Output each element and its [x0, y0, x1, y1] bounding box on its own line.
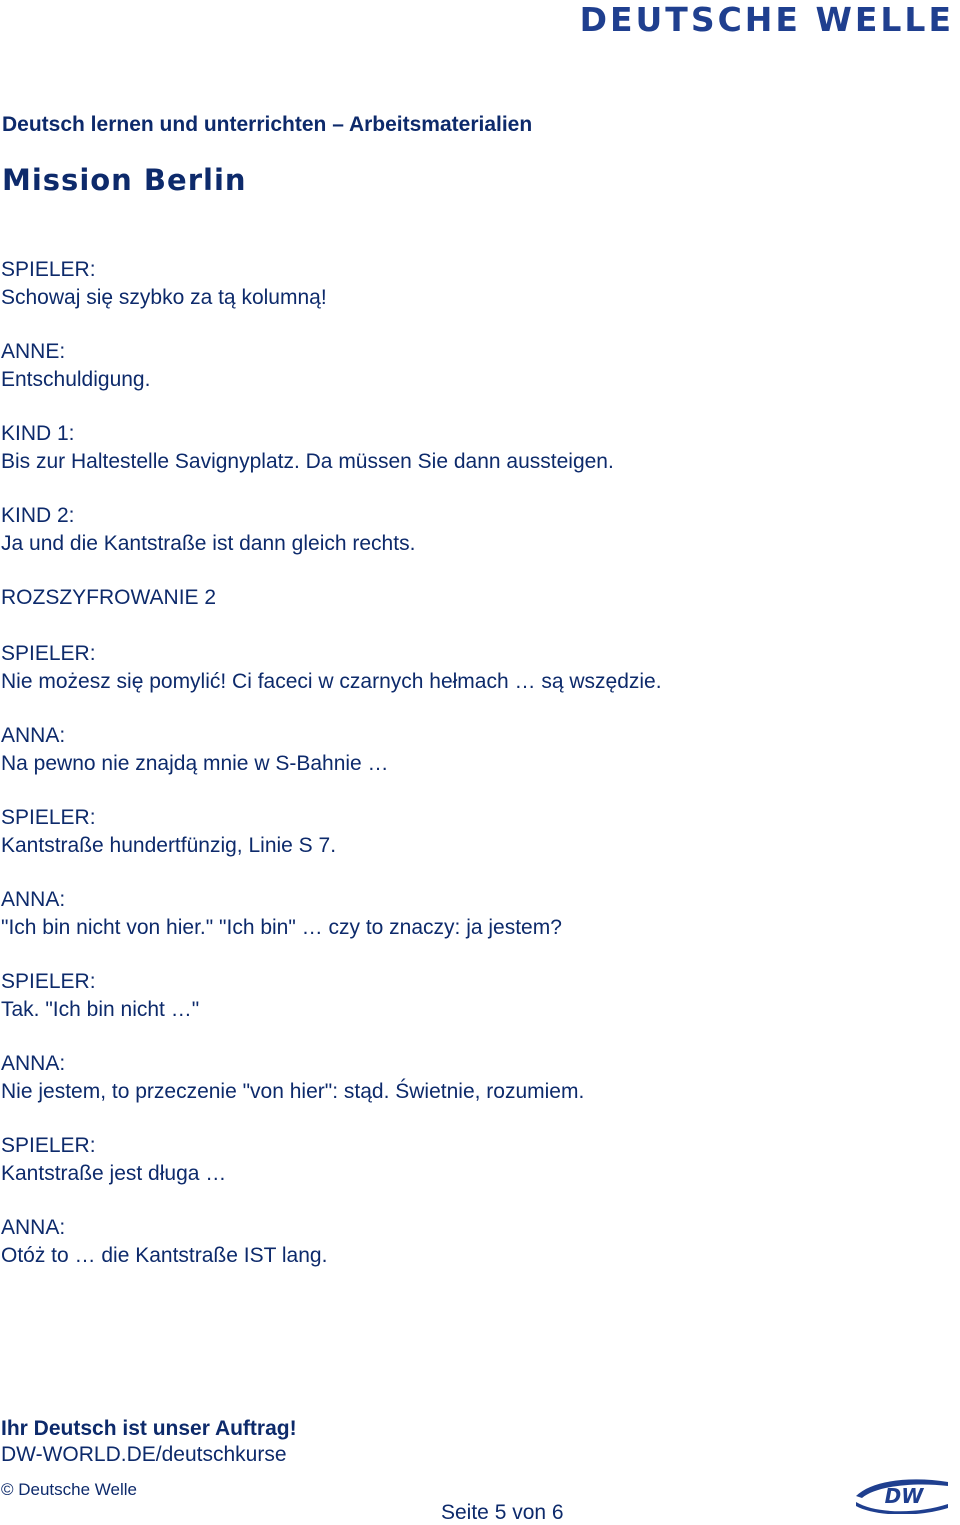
footer-slogan: Ihr Deutsch ist unser Auftrag! — [1, 1417, 297, 1440]
dialogue-line: Kantstraße jest długa … — [1, 1162, 227, 1185]
page-number: Seite 5 von 6 — [441, 1501, 564, 1524]
page-title: Mission Berlin — [2, 163, 247, 197]
dialogue-entry — [1, 804, 941, 860]
page-subtitle: Deutsch lernen und unterrichten – Arbeitsmaterialien — [2, 113, 533, 136]
brand-wordmark: DEUTSCHE WELLE — [579, 0, 954, 39]
dialogue-entry — [1, 640, 941, 696]
speaker-label: SPIELER: — [1, 258, 96, 281]
speaker-label: SPIELER: — [1, 806, 96, 829]
dialogue-entry — [1, 502, 941, 558]
dw-logo-icon — [852, 1474, 952, 1514]
dialogue-entry — [1, 338, 941, 394]
dialogue-line: Otóż to … die Kantstraße IST lang. — [1, 1244, 328, 1267]
footer-url: DW-WORLD.DE/deutschkurse — [1, 1443, 287, 1466]
dialogue-entry — [1, 256, 941, 312]
dialogue-line: Tak. "Ich bin nicht …" — [1, 998, 200, 1021]
dialogue-line: Entschuldigung. — [1, 368, 151, 391]
dialogue-line: Nie jestem, to przeczenie "von hier": stąd. Świetnie, rozumiem. — [1, 1080, 585, 1103]
dialogue-line: Nie możesz się pomylić! Ci faceci w czarnych hełmach … są wszędzie. — [1, 670, 662, 693]
dialogue-entry — [1, 420, 941, 476]
speaker-label: ANNA: — [1, 1052, 66, 1075]
dialogue-entry — [1, 886, 941, 942]
speaker-label: SPIELER: — [1, 642, 96, 665]
speaker-label: ANNE: — [1, 340, 66, 363]
speaker-label: SPIELER: — [1, 970, 96, 993]
dialogue-line: Schowaj się szybko za tą kolumną! — [1, 286, 327, 309]
speaker-label: KIND 2: — [1, 504, 75, 527]
dialogue-entry — [1, 968, 941, 1024]
speaker-label: ANNA: — [1, 724, 66, 747]
dialogue-transcript — [1, 256, 941, 1296]
dialogue-entry — [1, 1132, 941, 1188]
logo-text: DW — [884, 1484, 924, 1508]
dialogue-entry — [1, 1050, 941, 1106]
dialogue-line: Na pewno nie znajdą mnie w S-Bahnie … — [1, 752, 389, 775]
dialogue-line: "Ich bin nicht von hier." "Ich bin" … czy to znaczy: ja jestem? — [1, 916, 562, 939]
footer-copyright: © Deutsche Welle — [1, 1480, 137, 1499]
speaker-label: KIND 1: — [1, 422, 75, 445]
section-heading: ROZSZYFROWANIE 2 — [1, 586, 217, 609]
speaker-label: ANNA: — [1, 1216, 66, 1239]
speaker-label: SPIELER: — [1, 1134, 96, 1157]
dialogue-line: Ja und die Kantstraße ist dann gleich rechts. — [1, 532, 416, 555]
dialogue-line: Bis zur Haltestelle Savignyplatz. Da müssen Sie dann aussteigen. — [1, 450, 614, 473]
dialogue-entry — [1, 722, 941, 778]
speaker-label: ANNA: — [1, 888, 66, 911]
dialogue-entry — [1, 1214, 941, 1270]
dialogue-line: Kantstraße hundertfünzig, Linie S 7. — [1, 834, 337, 857]
